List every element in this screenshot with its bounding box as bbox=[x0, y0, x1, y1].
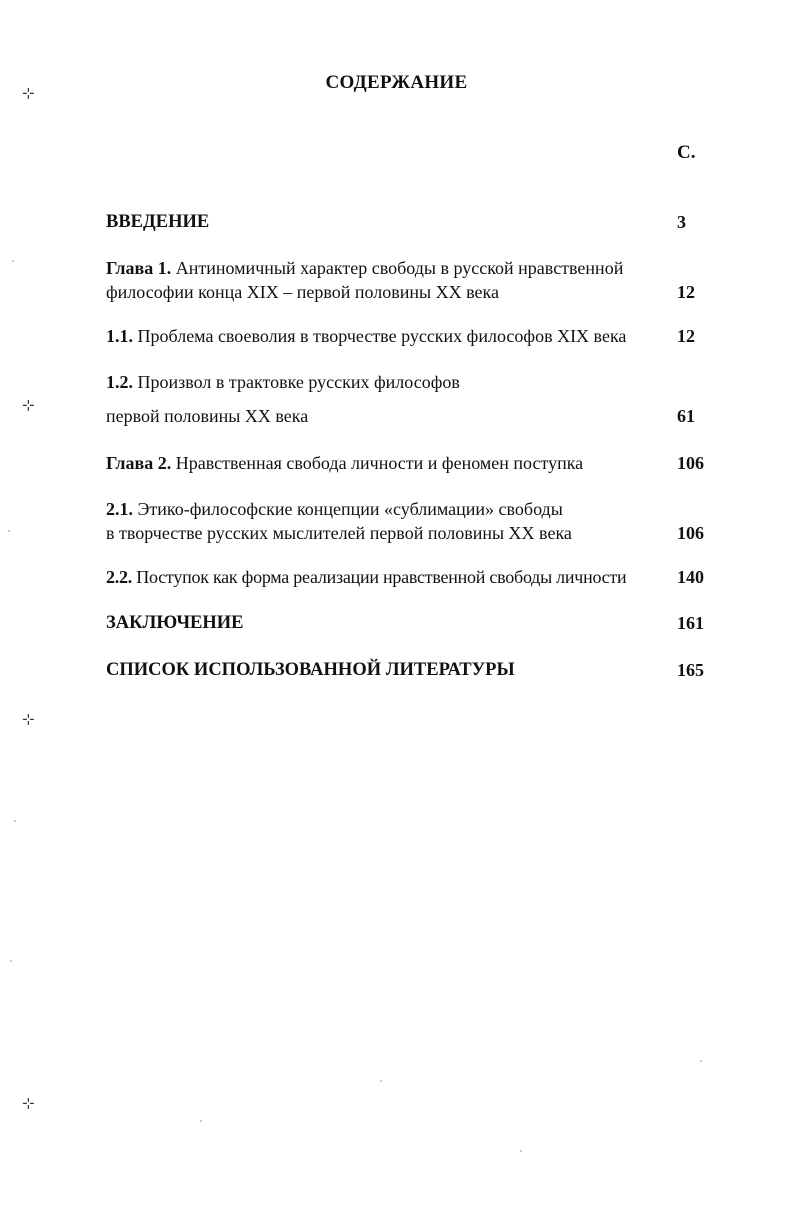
toc-entry-label: 2.2. bbox=[106, 567, 132, 587]
toc-entry-text-continued: первой половины XX века bbox=[106, 406, 309, 426]
binding-hole-mark-icon: ⊹ bbox=[22, 84, 35, 102]
toc-entry-section-2-1 bbox=[106, 497, 706, 545]
toc-entry-introduction bbox=[106, 209, 706, 234]
toc-entry-conclusion bbox=[106, 610, 706, 635]
toc-entry-label: 2.1. bbox=[106, 499, 133, 519]
toc-entry-text: Произвол в трактовке русских философов bbox=[133, 372, 460, 392]
toc-entry-page: 106 bbox=[677, 523, 704, 543]
toc-entry-text: Этико-философские концепции «сублимации» свободы bbox=[133, 499, 563, 519]
toc-entry-page: 12 bbox=[677, 282, 695, 302]
toc-entry-text: Поступок как форма реализации нравственной свободы личности bbox=[132, 567, 627, 587]
toc-entry-label: 1.1. bbox=[106, 326, 133, 346]
toc-entry-page: 165 bbox=[677, 660, 704, 680]
binding-hole-mark-icon: ⊹ bbox=[22, 1094, 35, 1112]
toc-entry-chapter-1 bbox=[106, 256, 706, 304]
binding-hole-mark-icon: ⊹ bbox=[22, 396, 35, 414]
toc-entry-text-continued: в творчестве русских мыслителей первой половины XX века bbox=[106, 523, 572, 543]
toc-entry-label: СПИСОК ИСПОЛЬЗОВАННОЙ ЛИТЕРАТУРЫ bbox=[106, 660, 515, 680]
toc-entry-chapter-2 bbox=[106, 451, 706, 475]
toc-entry-section-1-1 bbox=[106, 324, 706, 348]
scan-speckle bbox=[700, 1060, 702, 1062]
toc-entry-page: 3 bbox=[677, 212, 686, 232]
toc-entry-page: 161 bbox=[677, 613, 704, 633]
toc-entry-label: Глава 2. bbox=[106, 453, 172, 473]
toc-entry-label: ЗАКЛЮЧЕНИЕ bbox=[106, 613, 244, 633]
toc-entry-page: 12 bbox=[677, 326, 695, 346]
page-title: СОДЕРЖАНИЕ bbox=[325, 72, 468, 93]
page-column-label: С. bbox=[677, 142, 696, 163]
toc-entry-text: Нравственная свобода личности и феномен поступка bbox=[171, 453, 584, 473]
toc-entry-section-1-2 bbox=[106, 370, 706, 428]
toc-entry-label: ВВЕДЕНИЕ bbox=[106, 212, 210, 232]
toc-entry-section-2-2 bbox=[106, 565, 706, 589]
scan-speckle bbox=[10, 960, 12, 962]
binding-hole-mark-icon: ⊹ bbox=[22, 710, 35, 728]
toc-entry-text: Проблема своеволия в творчестве русских философов XIX века bbox=[133, 326, 627, 346]
scan-speckle bbox=[380, 1080, 382, 1082]
toc-entry-bibliography bbox=[106, 657, 706, 682]
scan-speckle bbox=[12, 260, 14, 262]
toc-entry-text: Антиномичный характер свободы в русской нравственной философии конца XIX – первой половины XX века bbox=[106, 258, 624, 302]
scan-speckle bbox=[520, 1150, 522, 1152]
scan-speckle bbox=[8, 530, 10, 532]
toc-entry-label: 1.2. bbox=[106, 372, 133, 392]
scan-speckle bbox=[14, 820, 16, 822]
toc-entry-page: 106 bbox=[677, 453, 704, 473]
toc-entry-page: 61 bbox=[677, 406, 695, 426]
scan-speckle bbox=[200, 1120, 202, 1122]
toc-entry-page: 140 bbox=[677, 567, 704, 587]
toc-entry-label: Глава 1. bbox=[106, 258, 172, 278]
